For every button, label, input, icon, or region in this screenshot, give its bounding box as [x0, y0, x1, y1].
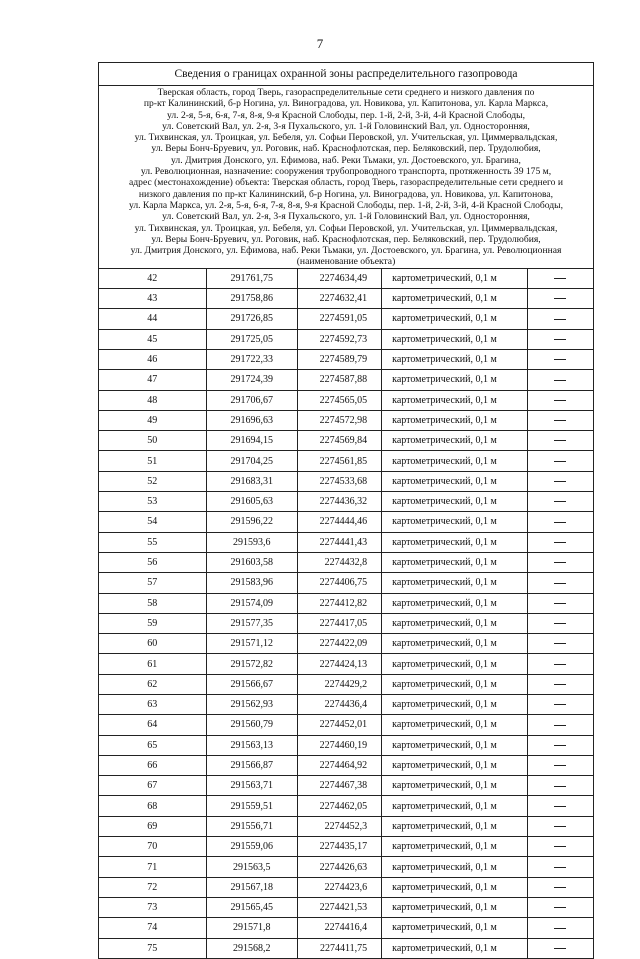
description-cell	[527, 715, 593, 735]
description-cell	[527, 897, 593, 917]
point-number-cell: 70	[99, 837, 207, 857]
method-cell: картометрический, 0,1 м	[382, 410, 528, 430]
point-number-cell: 48	[99, 390, 207, 410]
method-cell: картометрический, 0,1 м	[382, 796, 528, 816]
dash-mark	[554, 948, 566, 949]
description-cell	[527, 492, 593, 512]
x-coordinate-cell: 291559,51	[206, 796, 298, 816]
point-number-cell: 72	[99, 877, 207, 897]
x-coordinate-cell: 291605,63	[206, 492, 298, 512]
description-cell	[527, 694, 593, 714]
table-row	[99, 410, 594, 430]
method-cell: картометрический, 0,1 м	[382, 593, 528, 613]
point-number-cell: 62	[99, 674, 207, 694]
point-number-cell: 69	[99, 816, 207, 836]
description-line: ул. Советский Вал, ул. 2-я, 3-я Пухальского, ул. 1-й Головинский Вал, ул. Односторонняя,	[162, 120, 530, 132]
method-cell: картометрический, 0,1 м	[382, 512, 528, 532]
table-row	[99, 471, 594, 491]
description-line: ул. Веры Бонч-Бруевич, ул. Роговик, наб. Краснофлотская, пер. Беляковский, пер. Трудолюбия,	[151, 233, 541, 245]
y-coordinate-cell: 2274452,3	[298, 816, 382, 836]
dash-mark	[554, 319, 566, 320]
point-number-cell: 68	[99, 796, 207, 816]
table-row	[99, 755, 594, 775]
point-number-cell: 43	[99, 289, 207, 309]
y-coordinate-cell: 2274589,79	[298, 349, 382, 369]
point-number-cell: 63	[99, 694, 207, 714]
dash-mark	[554, 278, 566, 279]
boundary-table	[98, 62, 594, 959]
y-coordinate-cell: 2274572,98	[298, 410, 382, 430]
method-cell: картометрический, 0,1 м	[382, 390, 528, 410]
point-number-cell: 65	[99, 735, 207, 755]
description-line: адрес (местонахождение) объекта: Тверская область, город Тверь, газораспределительные сети среднего и	[129, 177, 563, 189]
description-cell	[527, 512, 593, 532]
y-coordinate-cell: 2274423,6	[298, 877, 382, 897]
dash-mark	[554, 603, 566, 604]
table-row	[99, 877, 594, 897]
x-coordinate-cell: 291683,31	[206, 471, 298, 491]
description-cell	[527, 370, 593, 390]
table-row	[99, 390, 594, 410]
x-coordinate-cell: 291758,86	[206, 289, 298, 309]
description-line: ул. Карла Маркса, ул. 2-я, 5-я, 6-я, 7-я, 8-я, 9-я Красной Слободы, пер. 1-й, 2-й, 3-й, 4-й Красной Слободы,	[128, 199, 564, 211]
y-coordinate-cell: 2274591,05	[298, 309, 382, 329]
description-cell	[527, 938, 593, 958]
method-cell: картометрический, 0,1 м	[382, 776, 528, 796]
table-row	[99, 634, 594, 654]
x-coordinate-cell: 291563,71	[206, 776, 298, 796]
description-cell	[527, 349, 593, 369]
table-row	[99, 654, 594, 674]
description-cell	[527, 593, 593, 613]
method-cell: картометрический, 0,1 м	[382, 816, 528, 836]
y-coordinate-cell: 2274411,75	[298, 938, 382, 958]
dash-mark	[554, 542, 566, 543]
point-number-cell: 53	[99, 492, 207, 512]
dash-mark	[554, 846, 566, 847]
method-cell: картометрический, 0,1 м	[382, 349, 528, 369]
y-coordinate-cell: 2274424,13	[298, 654, 382, 674]
description-cell	[527, 776, 593, 796]
x-coordinate-cell: 291556,71	[206, 816, 298, 836]
table-row	[99, 674, 594, 694]
dash-mark	[554, 481, 566, 482]
point-number-cell: 56	[99, 552, 207, 572]
x-coordinate-cell: 291572,82	[206, 654, 298, 674]
table-row	[99, 857, 594, 877]
description-cell	[527, 796, 593, 816]
description-cell	[527, 268, 593, 288]
table-row	[99, 289, 594, 309]
description-line: ул. Революционная, назначение: сооружения трубопроводного транспорта, протяженность 39 175 м,	[140, 166, 552, 178]
method-cell: картометрический, 0,1 м	[382, 552, 528, 572]
method-cell: картометрический, 0,1 м	[382, 471, 528, 491]
x-coordinate-cell: 291696,63	[206, 410, 298, 430]
method-cell: картометрический, 0,1 м	[382, 877, 528, 897]
point-number-cell: 66	[99, 755, 207, 775]
description-cell	[527, 309, 593, 329]
dash-mark	[554, 907, 566, 908]
dash-mark	[554, 623, 566, 624]
method-cell: картометрический, 0,1 м	[382, 634, 528, 654]
description-cell	[527, 552, 593, 572]
y-coordinate-cell: 2274462,05	[298, 796, 382, 816]
dash-mark	[554, 522, 566, 523]
dash-mark	[554, 420, 566, 421]
table-row	[99, 816, 594, 836]
x-coordinate-cell: 291694,15	[206, 431, 298, 451]
method-cell: картометрический, 0,1 м	[382, 938, 528, 958]
point-number-cell: 75	[99, 938, 207, 958]
x-coordinate-cell: 291583,96	[206, 573, 298, 593]
x-coordinate-cell: 291761,75	[206, 268, 298, 288]
table-row	[99, 796, 594, 816]
dash-mark	[554, 725, 566, 726]
y-coordinate-cell: 2274417,05	[298, 613, 382, 633]
point-number-cell: 71	[99, 857, 207, 877]
y-coordinate-cell: 2274406,75	[298, 573, 382, 593]
y-coordinate-cell: 2274436,32	[298, 492, 382, 512]
y-coordinate-cell: 2274412,82	[298, 593, 382, 613]
description-cell	[527, 674, 593, 694]
description-cell	[527, 329, 593, 349]
table-row	[99, 938, 594, 958]
method-cell: картометрический, 0,1 м	[382, 492, 528, 512]
point-number-cell: 64	[99, 715, 207, 735]
table-row	[99, 268, 594, 288]
dash-mark	[554, 643, 566, 644]
x-coordinate-cell: 291559,06	[206, 837, 298, 857]
point-number-cell: 42	[99, 268, 207, 288]
description-line: ул. Советский Вал, ул. 2-я, 3-я Пухальского, ул. 1-й Головинский Вал, ул. Односторонняя,	[162, 211, 530, 223]
x-coordinate-cell: 291566,87	[206, 755, 298, 775]
dash-mark	[554, 380, 566, 381]
x-coordinate-cell: 291577,35	[206, 613, 298, 633]
method-cell: картометрический, 0,1 м	[382, 451, 528, 471]
description-line: Тверская область, город Тверь, газораспределительные сети среднего и низкого давления по	[157, 87, 535, 98]
description-cell	[527, 410, 593, 430]
y-coordinate-cell: 2274561,85	[298, 451, 382, 471]
method-cell: картометрический, 0,1 м	[382, 309, 528, 329]
x-coordinate-cell: 291563,13	[206, 735, 298, 755]
table-row	[99, 918, 594, 938]
y-coordinate-cell: 2274422,09	[298, 634, 382, 654]
description-cell	[527, 471, 593, 491]
dash-mark	[554, 359, 566, 360]
description-cell	[527, 816, 593, 836]
dash-mark	[554, 298, 566, 299]
method-cell: картометрический, 0,1 м	[382, 532, 528, 552]
method-cell: картометрический, 0,1 м	[382, 715, 528, 735]
description-cell	[527, 837, 593, 857]
y-coordinate-cell: 2274569,84	[298, 431, 382, 451]
table-row	[99, 573, 594, 593]
point-number-cell: 49	[99, 410, 207, 430]
dash-mark	[554, 339, 566, 340]
table-row	[99, 329, 594, 349]
y-coordinate-cell: 2274435,17	[298, 837, 382, 857]
table-row	[99, 431, 594, 451]
point-number-cell: 74	[99, 918, 207, 938]
description-line: пр-кт Калининский, б-р Ногина, ул. Виноградова, ул. Новикова, ул. Капитонова, ул. Карла Маркса,	[143, 98, 549, 110]
dash-mark	[554, 704, 566, 705]
method-cell: картометрический, 0,1 м	[382, 674, 528, 694]
y-coordinate-cell: 2274452,01	[298, 715, 382, 735]
method-cell: картометрический, 0,1 м	[382, 857, 528, 877]
table-row	[99, 451, 594, 471]
dash-mark	[554, 786, 566, 787]
description-cell	[527, 613, 593, 633]
method-cell: картометрический, 0,1 м	[382, 735, 528, 755]
point-number-cell: 54	[99, 512, 207, 532]
dash-mark	[554, 887, 566, 888]
page-number: 7	[316, 36, 324, 51]
x-coordinate-cell: 291571,12	[206, 634, 298, 654]
dash-mark	[554, 461, 566, 462]
y-coordinate-cell: 2274421,53	[298, 897, 382, 917]
y-coordinate-cell: 2274444,46	[298, 512, 382, 532]
point-number-cell: 46	[99, 349, 207, 369]
x-coordinate-cell: 291560,79	[206, 715, 298, 735]
point-number-cell: 52	[99, 471, 207, 491]
y-coordinate-cell: 2274533,68	[298, 471, 382, 491]
y-coordinate-cell: 2274592,73	[298, 329, 382, 349]
description-line: ул. Тихвинская, ул. Троицкая, ул. Бебеля, ул. Софьи Перовской, ул. Учительская, ул. Циммервальдская,	[134, 222, 558, 234]
point-number-cell: 61	[99, 654, 207, 674]
table-row	[99, 593, 594, 613]
x-coordinate-cell: 291567,18	[206, 877, 298, 897]
y-coordinate-cell: 2274426,63	[298, 857, 382, 877]
y-coordinate-cell: 2274429,2	[298, 674, 382, 694]
x-coordinate-cell: 291563,5	[206, 857, 298, 877]
point-number-cell: 58	[99, 593, 207, 613]
description-cell	[527, 877, 593, 897]
description-line: низкого давления по пр-кт Калининский, б-р Ногина, ул. Виноградова, ул. Новикова, ул. Капитонова,	[138, 188, 554, 200]
description-line: ул. Дмитрия Донского, ул. Ефимова, наб. Реки Тьмаки, ул. Достоевского, ул. Брагина,	[171, 154, 521, 166]
dash-mark	[554, 867, 566, 868]
dash-mark	[554, 806, 566, 807]
point-number-cell: 44	[99, 309, 207, 329]
y-coordinate-cell: 2274632,41	[298, 289, 382, 309]
point-number-cell: 45	[99, 329, 207, 349]
point-number-cell: 57	[99, 573, 207, 593]
dash-mark	[554, 765, 566, 766]
table-row	[99, 776, 594, 796]
y-coordinate-cell: 2274464,92	[298, 755, 382, 775]
x-coordinate-cell: 291574,09	[206, 593, 298, 613]
method-cell: картометрический, 0,1 м	[382, 289, 528, 309]
description-cell	[527, 918, 593, 938]
table-row	[99, 735, 594, 755]
y-coordinate-cell: 2274634,49	[298, 268, 382, 288]
method-cell: картометрический, 0,1 м	[382, 694, 528, 714]
dash-mark	[554, 684, 566, 685]
method-cell: картометрический, 0,1 м	[382, 573, 528, 593]
description-line: ул. Дмитрия Донского, ул. Ефимова, наб. Реки Тьмаки, ул. Достоевского, ул. Брагина, ул. Революционная	[130, 245, 562, 257]
method-cell: картометрический, 0,1 м	[382, 613, 528, 633]
point-number-cell: 59	[99, 613, 207, 633]
description-cell	[527, 735, 593, 755]
table-row	[99, 532, 594, 552]
method-cell: картометрический, 0,1 м	[382, 329, 528, 349]
y-coordinate-cell: 2274460,19	[298, 735, 382, 755]
point-number-cell: 67	[99, 776, 207, 796]
y-coordinate-cell: 2274467,38	[298, 776, 382, 796]
description-line: ул. Тихвинская, ул. Троицкая, ул. Бебеля, ул. Софьи Перовской, ул. Учительская, ул. Циммервальдская,	[134, 132, 558, 144]
y-coordinate-cell: 2274416,4	[298, 918, 382, 938]
description-cell	[527, 390, 593, 410]
x-coordinate-cell: 291565,45	[206, 897, 298, 917]
description-cell	[527, 431, 593, 451]
x-coordinate-cell: 291603,58	[206, 552, 298, 572]
x-coordinate-cell: 291726,85	[206, 309, 298, 329]
method-cell: картометрический, 0,1 м	[382, 431, 528, 451]
table-row	[99, 492, 594, 512]
method-cell: картометрический, 0,1 м	[382, 654, 528, 674]
table-row	[99, 512, 594, 532]
dash-mark	[554, 501, 566, 502]
dash-mark	[554, 440, 566, 441]
table-row	[99, 370, 594, 390]
description-cell	[527, 573, 593, 593]
point-number-cell: 51	[99, 451, 207, 471]
x-coordinate-cell: 291706,67	[206, 390, 298, 410]
description-cell	[527, 857, 593, 877]
description-cell	[527, 532, 593, 552]
point-number-cell: 73	[99, 897, 207, 917]
table-title: Сведения о границах охранной зоны распределительного газопровода	[99, 63, 594, 86]
method-cell: картометрический, 0,1 м	[382, 837, 528, 857]
table-row	[99, 613, 594, 633]
table-row	[99, 837, 594, 857]
y-coordinate-cell: 2274436,4	[298, 694, 382, 714]
dash-mark	[554, 745, 566, 746]
x-coordinate-cell: 291704,25	[206, 451, 298, 471]
description-cell	[527, 634, 593, 654]
x-coordinate-cell: 291724,39	[206, 370, 298, 390]
object-description	[99, 86, 594, 269]
point-number-cell: 50	[99, 431, 207, 451]
method-cell: картометрический, 0,1 м	[382, 370, 528, 390]
point-number-cell: 47	[99, 370, 207, 390]
description-line: ул. 2-я, 5-я, 6-я, 7-я, 8-я, 9-я Красной Слободы, пер. 1-й, 2-й, 3-й, 4-й Красной Слободы,	[166, 109, 526, 121]
point-number-cell: 60	[99, 634, 207, 654]
dash-mark	[554, 826, 566, 827]
method-cell: картометрический, 0,1 м	[382, 268, 528, 288]
table-row	[99, 694, 594, 714]
table-row	[99, 552, 594, 572]
method-cell: картометрический, 0,1 м	[382, 755, 528, 775]
dash-mark	[554, 928, 566, 929]
x-coordinate-cell: 291725,05	[206, 329, 298, 349]
x-coordinate-cell: 291596,22	[206, 512, 298, 532]
dash-mark	[554, 583, 566, 584]
y-coordinate-cell: 2274432,8	[298, 552, 382, 572]
table-row	[99, 309, 594, 329]
method-cell: картометрический, 0,1 м	[382, 897, 528, 917]
x-coordinate-cell: 291562,93	[206, 694, 298, 714]
x-coordinate-cell: 291568,2	[206, 938, 298, 958]
x-coordinate-cell: 291593,6	[206, 532, 298, 552]
y-coordinate-cell: 2274565,05	[298, 390, 382, 410]
x-coordinate-cell: 291566,67	[206, 674, 298, 694]
description-line: ул. Веры Бонч-Бруевич, ул. Роговик, наб. Краснофлотская, пер. Беляковский, пер. Трудолюбия,	[151, 143, 541, 155]
dash-mark	[554, 562, 566, 563]
y-coordinate-cell: 2274441,43	[298, 532, 382, 552]
description-cell	[527, 451, 593, 471]
y-coordinate-cell: 2274587,88	[298, 370, 382, 390]
method-cell: картометрический, 0,1 м	[382, 918, 528, 938]
table-row	[99, 715, 594, 735]
x-coordinate-cell: 291722,33	[206, 349, 298, 369]
description-line: (наименование объекта)	[296, 256, 396, 268]
x-coordinate-cell: 291571,8	[206, 918, 298, 938]
dash-mark	[554, 400, 566, 401]
description-cell	[527, 755, 593, 775]
table-row	[99, 349, 594, 369]
dash-mark	[554, 664, 566, 665]
description-cell	[527, 289, 593, 309]
table-row	[99, 897, 594, 917]
description-cell	[527, 654, 593, 674]
point-number-cell: 55	[99, 532, 207, 552]
